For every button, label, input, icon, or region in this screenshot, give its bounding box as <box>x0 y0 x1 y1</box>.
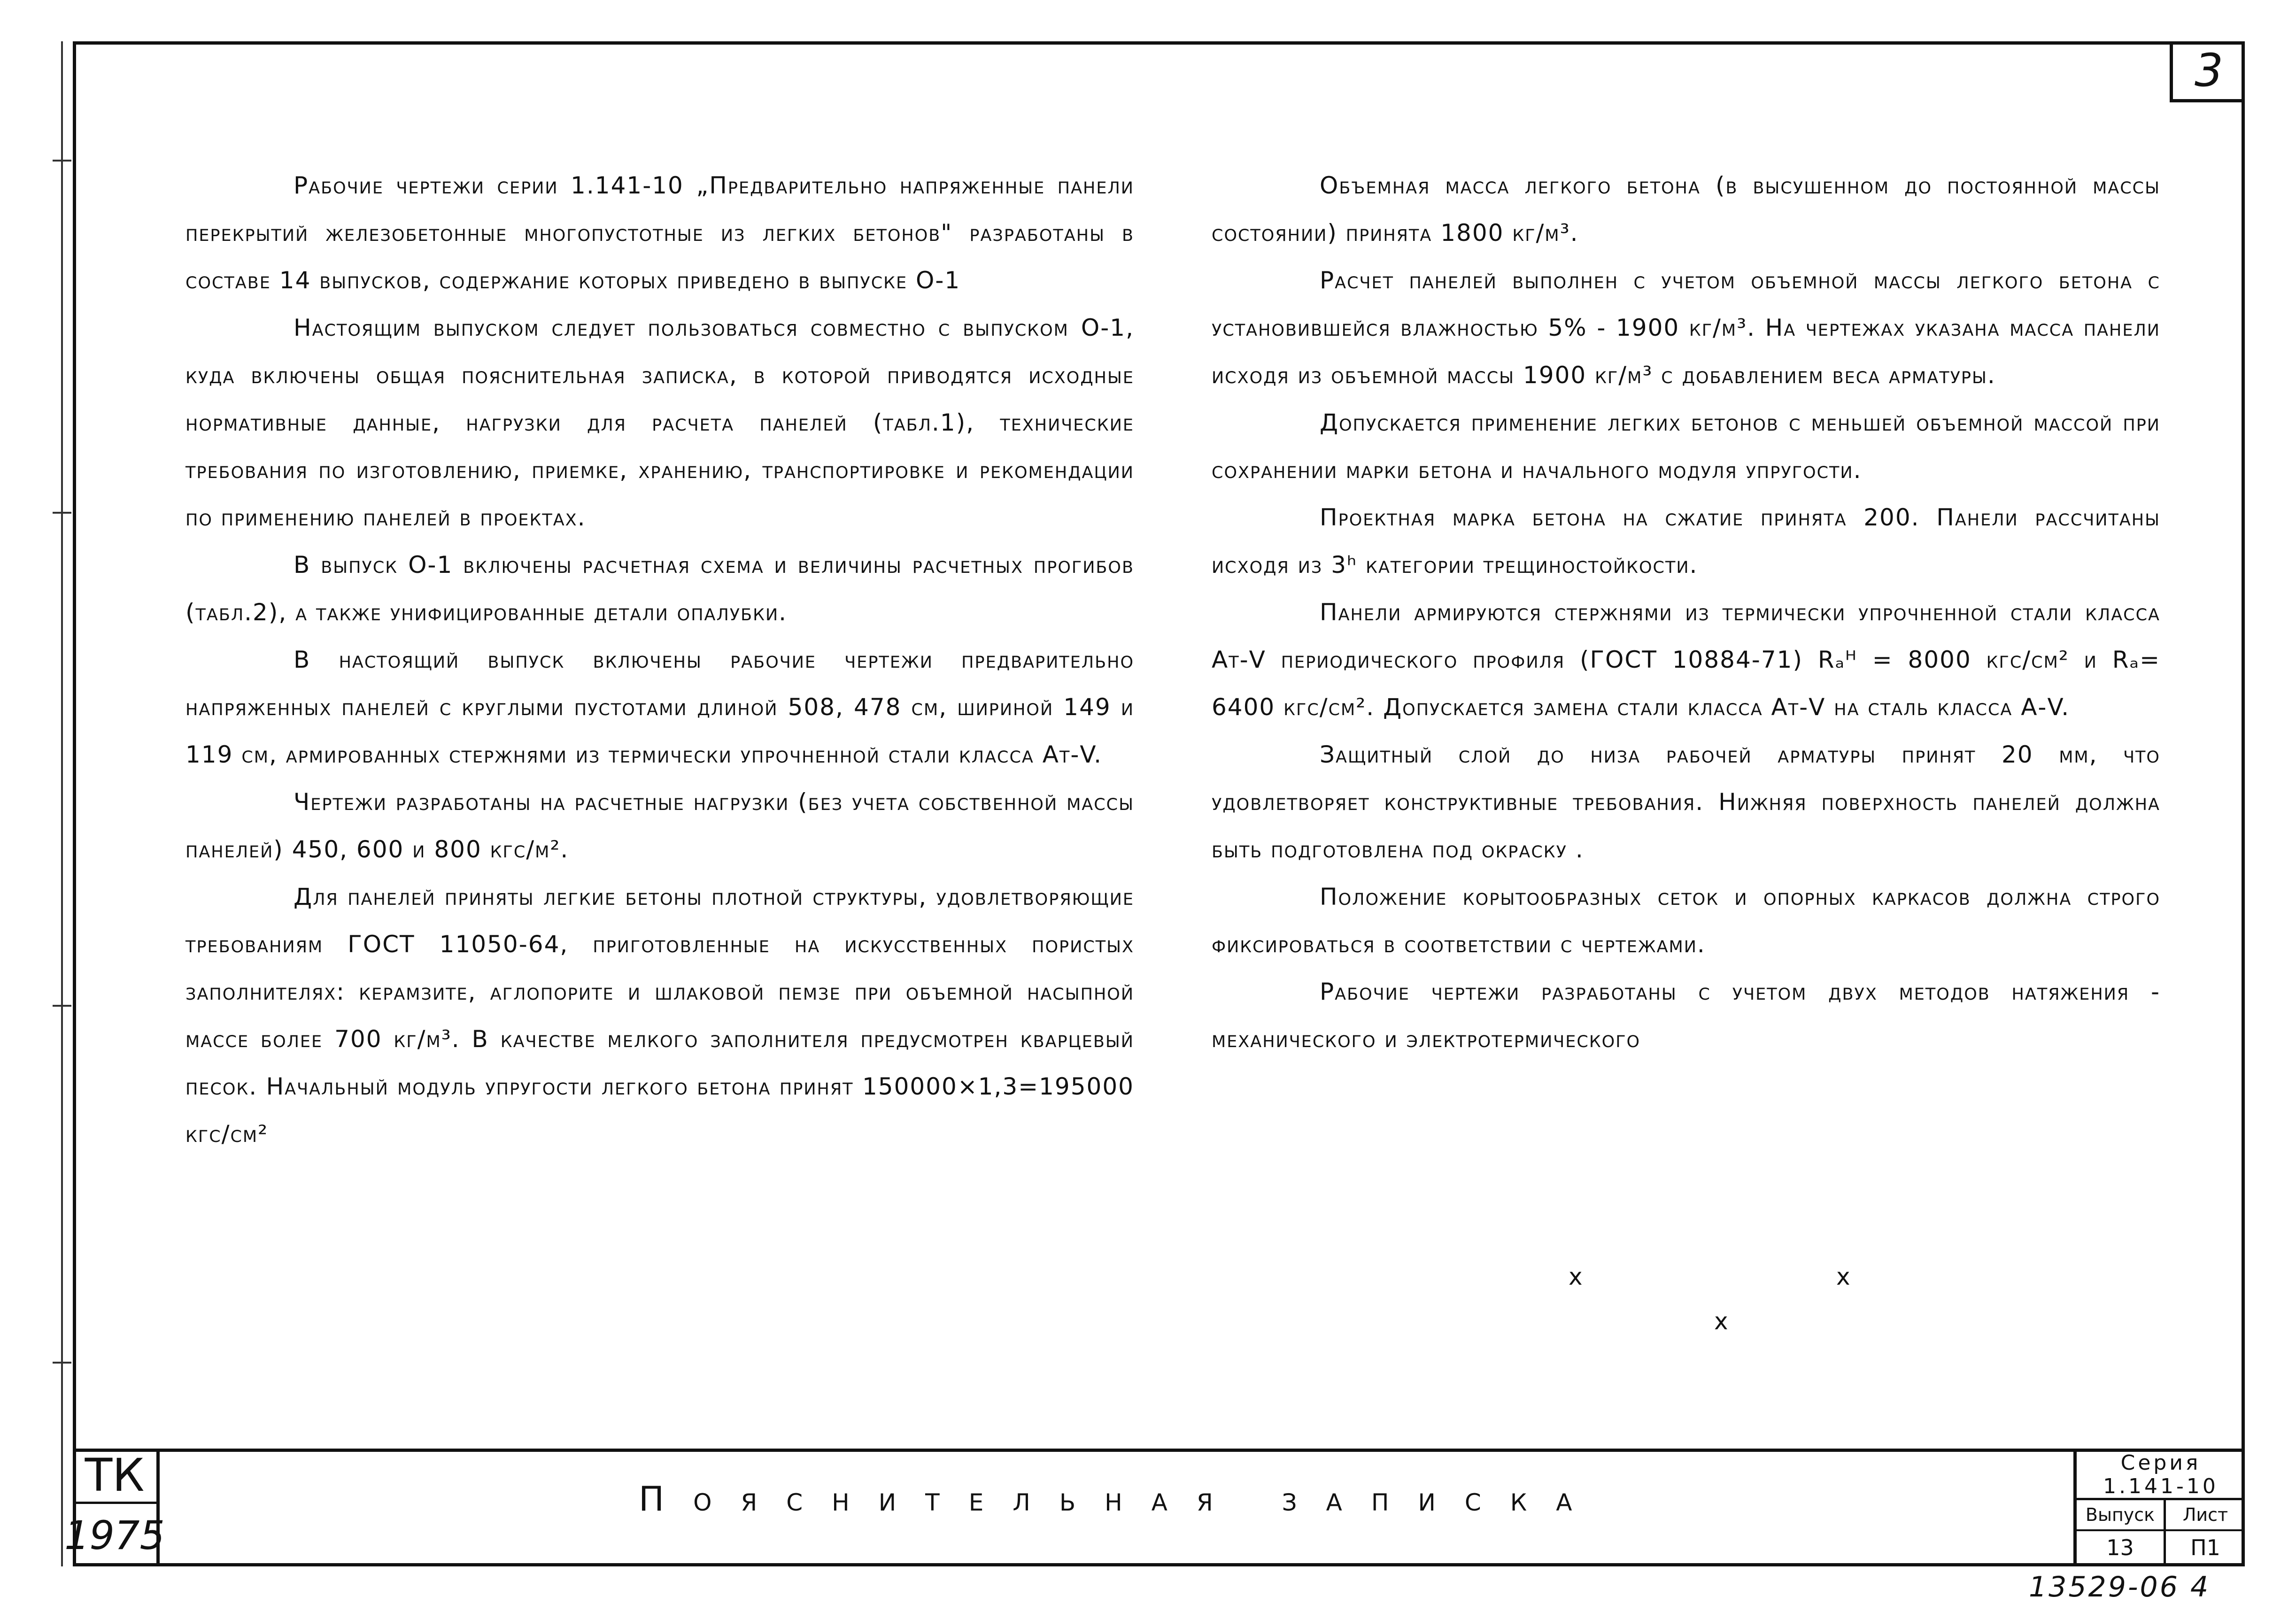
sheet-number-box <box>2170 41 2245 102</box>
series-cell <box>2077 1449 2245 1500</box>
sheet-label: Лист <box>2166 1500 2245 1531</box>
paragraph: Защитный слой до низа рабочей арматуры принят 20 мм, что удовлетворяет конструктивные требования. Нижняя поверхность панелей должна быть подготовлена под окраску . <box>1212 741 2160 863</box>
end-mark: x <box>1836 1263 1850 1290</box>
paragraph: В настоящий выпуск включены рабочие чертежи предварительно напряженных панелей с круглыми пустотами длиной 508, 478 см, шириной 149 и 119 см, армированных стержнями из термически упрочненной стали класса Ат-V. <box>186 646 1134 768</box>
sheet-value: П1 <box>2190 1535 2220 1560</box>
paragraph: Положение корытообразных сеток и опорных каркасов должна строго фиксироваться в соответствии с чертежами. <box>1212 883 2160 958</box>
paragraph: Рабочие чертежи разработаны с учетом двух методов натяжения - механического и электротермического <box>1212 978 2160 1053</box>
end-mark: x <box>1569 1263 1583 1290</box>
binding-tick <box>53 160 71 162</box>
year-cell <box>64 1504 165 1566</box>
series-stamp <box>2073 1449 2245 1566</box>
issue-value: 13 <box>2106 1535 2134 1560</box>
series-label: Серия <box>2120 1451 2201 1475</box>
sheet-number: 3 <box>2194 44 2224 97</box>
paragraph: Чертежи разработаны на расчетные нагрузки (без учета собственной массы панелей) 450, 600 и 800 кгс/м². <box>186 788 1134 863</box>
paragraph: Объемная масса легкого бетона (в высушенном до постоянной массы состоянии) принята 1800 кг/м³. <box>1212 172 2160 247</box>
paragraph: Проектная марка бетона на сжатие принята 200. Панели рассчитаны исходя из 3ʰ категории трещиностойкости. <box>1212 504 2160 578</box>
binding-margin-line <box>61 41 63 1566</box>
issue-label: Выпуск <box>2077 1500 2164 1531</box>
left-text-column <box>186 162 1134 1158</box>
paragraph: Допускается применение легких бетонов с меньшей объемной массой при сохранении марки бетона и начального модуля упругости. <box>1212 409 2160 484</box>
document-title: Пояснительная записка <box>639 1479 1601 1519</box>
paragraph: Для панелей приняты легкие бетоны плотной структуры, удовлетворяющие требованиям ГОСТ 11050-64, приготовленные на искусственных пористых заполнителях: керамзите, аглопорите и шлаковой пемзе при объемной насыпной массе более 700 кг/м³. В качестве мелкого заполнителя предусмотрен кварцевый песок. Начальный модуль упругости легкого бетона принят 150000×1,3=195000 кгс/см² <box>186 883 1134 1148</box>
binding-tick <box>53 1005 71 1007</box>
paragraph: В выпуск О-1 включены расчетная схема и величины расчетных прогибов (табл.2), а также унифицированные детали опалубки. <box>186 551 1134 626</box>
right-text-column <box>1212 162 2160 1063</box>
binding-tick <box>53 1362 71 1364</box>
paragraph: Расчет панелей выполнен с учетом объемной массы легкого бетона с установившейся влажностью 5% - 1900 кг/м³. На чертежах указана масса панели исходя из объемной массы 1900 кг/м³ с добавлением веса арматуры. <box>1212 267 2160 389</box>
binding-tick <box>53 512 71 514</box>
paragraph: Рабочие чертежи серии 1.141-10 „Предварительно напряженные панели перекрытий железобетонные многопустотные из легких бетонов" разработаны в составе 14 выпусков, содержание которых приведено в выпуске О-1 <box>186 172 1134 294</box>
org-code-cell <box>73 1449 156 1504</box>
issue-cell <box>2077 1500 2166 1566</box>
series-value: 1.141-10 <box>2103 1474 2219 1498</box>
paragraph: Настоящим выпуском следует пользоваться совместно с выпуском О-1, куда включены общая пояснительная записка, в которой приводятся исходные нормативные данные, нагрузки для расчета панелей (табл.1), технические требования по изготовлению, приемке, хранению, транспортировке и рекомендации по применению панелей в проектах. <box>186 314 1134 531</box>
end-mark: x <box>1714 1308 1728 1335</box>
org-stamp <box>64 1449 165 1566</box>
sheet-cell <box>2166 1500 2245 1566</box>
title-block-line <box>73 1449 2245 1452</box>
year: 1975 <box>64 1512 165 1558</box>
archive-number: 13529-06 4 <box>2029 1571 2211 1604</box>
paragraph: Панели армируются стержнями из термически упрочненной стали класса Ат-V периодического профиля (ГОСТ 10884-71) Rₐᴴ = 8000 кгс/см² и Rₐ= 6400 кгс/см². Допускается замена стали класса Ат-V на сталь класса А-V. <box>1212 599 2160 721</box>
org-code: ТК <box>85 1449 145 1502</box>
